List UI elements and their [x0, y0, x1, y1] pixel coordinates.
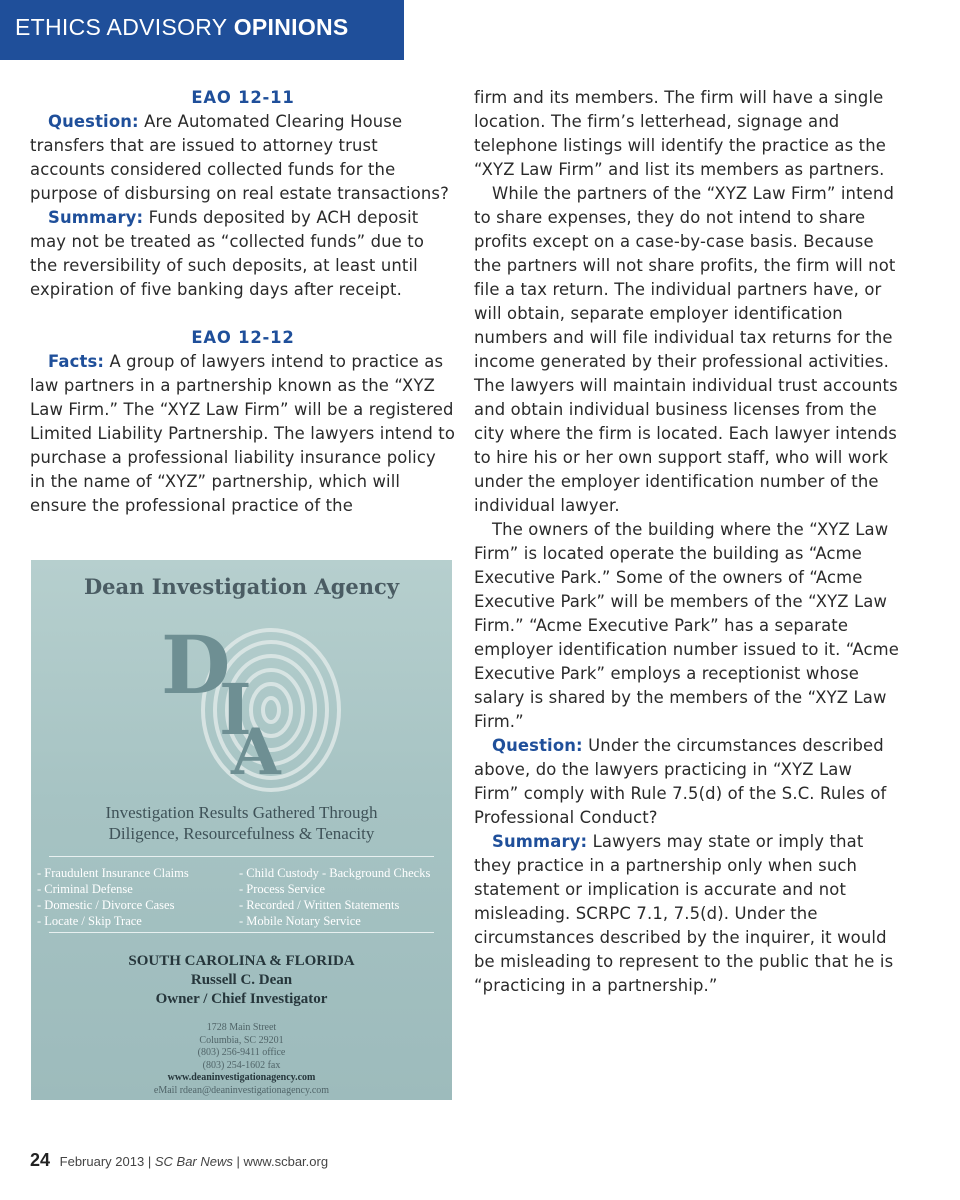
- summary-text: Lawyers may state or imply that they practice in a partnership only when such statement or implication is accurate and not misleading. SCRPC 7.1, 7.5(d). Under the circumstances described by the inquirer, it would be misleading to represent to the public that he is “practicing in a partnership.”: [474, 832, 894, 995]
- summary-paragraph: [30, 206, 456, 302]
- question-label: Question:: [492, 736, 583, 755]
- logo-letter-a: A: [231, 715, 281, 790]
- footer-separator: |: [147, 1154, 152, 1169]
- ad-email: eMail rdean@deaninvestigationagency.com: [153, 1084, 330, 1096]
- logo-letter-d: D: [161, 618, 231, 712]
- ad-phone-fax: (803) 254-1602 fax: [202, 1059, 281, 1071]
- section-header-bold: OPINIONS: [233, 14, 349, 40]
- section-header-title: [15, 14, 349, 41]
- page-footer: [30, 1150, 328, 1171]
- body-paragraph: While the partners of the “XYZ Law Firm” intend to share expenses, they do not intend to share profits except on a case-by-case basis. Because the partners will not share profits, the firm will not file a tax return. The individual partners have, or will obtain, separate employer identification numbers and will file individual tax returns for the income generated by their professional activities. The lawyers will maintain individual trust accounts and obtain individual business licenses from the city where the firm is located. Each lawyer intends to hire his or her own support staff, who will work under the employer identification number of the individual lawyer.: [474, 184, 898, 515]
- services-list-left: [37, 865, 189, 929]
- left-column: [30, 86, 456, 518]
- ad-contact-block: [31, 1022, 452, 1097]
- ad-street: 1728 Main Street: [206, 1022, 277, 1033]
- service-item: - Domestic / Divorce Cases: [37, 898, 175, 912]
- advertisement: [31, 560, 452, 1100]
- section-header-band: [0, 0, 404, 60]
- footer-separator: |: [236, 1154, 240, 1169]
- service-item: - Fraudulent Insurance Claims: [37, 866, 189, 880]
- tagline-line: Investigation Results Gathered Through: [105, 803, 378, 822]
- question-label: Question:: [48, 112, 139, 131]
- summary-paragraph: [474, 830, 900, 998]
- question-text: Are Automated Clearing House transfers that are issued to attorney trust accounts considered collected funds for the purpose of disbursing on real estate transactions?: [30, 112, 449, 203]
- question-text: Under the circumstances described above, do the lawyers practicing in “XYZ Law Firm” comply with Rule 7.5(d) of the S.C. Rules of Professional Conduct?: [474, 736, 887, 827]
- ad-owner-block: [31, 952, 452, 1009]
- ad-divider: [49, 932, 434, 933]
- service-item: - Recorded / Written Statements: [239, 898, 400, 912]
- opinion-title: EAO 12-12: [191, 328, 295, 347]
- ad-divider: [49, 856, 434, 857]
- ad-region: SOUTH CAROLINA & FLORIDA: [128, 953, 355, 969]
- opinion-title: EAO 12-11: [191, 88, 295, 107]
- body-paragraph: The owners of the building where the “XYZ Law Firm” is located operate the building as “Acme Executive Park.” Some of the owners of “Acme Executive Park” will be members of the “XYZ Law Firm.” “Acme Executive Park” has a separate employer identification number issued to it. “Acme Executive Park” employs a receptionist whose salary is shared by the members of the “XYZ Law Firm.”: [474, 520, 899, 731]
- summary-label: Summary:: [492, 832, 588, 851]
- ad-owner-name: Russell C. Dean: [190, 972, 293, 988]
- ad-title: Dean Investigation Agency: [83, 574, 400, 599]
- facts-paragraph: [30, 350, 456, 518]
- summary-text: Funds deposited by ACH deposit may not be treated as “collected funds” due to the reversibility of such deposits, at least until expiration of five banking days after receipt.: [30, 208, 425, 299]
- service-item: - Locate / Skip Trace: [37, 914, 142, 928]
- footer-publication: SC Bar News: [154, 1154, 233, 1169]
- tagline-line: Diligence, Resourcefulness & Tenacity: [108, 824, 375, 843]
- service-item: - Criminal Defense: [37, 882, 133, 896]
- service-item: - Child Custody - Background Checks: [239, 866, 431, 880]
- section-header-light: ETHICS ADVISORY: [15, 14, 227, 40]
- service-item: - Process Service: [239, 882, 326, 896]
- question-paragraph: [474, 734, 900, 830]
- page-number: 24: [30, 1150, 51, 1170]
- facts-text: A group of lawyers intend to practice as law partners in a partnership known as the “XYZ Law Firm.” The “XYZ Law Firm” will be a registered Limited Liability Partnership. The lawyers intend to purchase a professional liability insurance policy in the name of “XYZ” partnership, which will ensure the professional practice of the: [30, 352, 456, 515]
- body-paragraph: firm and its members. The firm will have a single location. The firm’s letterhead, signage and telephone listings will identify the practice as the “XYZ Law Firm” and list its members as partners.: [474, 88, 886, 179]
- ad-website: www.deaninvestigationagency.com: [167, 1072, 316, 1083]
- right-column: [474, 86, 900, 998]
- ad-owner-title: Owner / Chief Investigator: [155, 991, 328, 1007]
- services-list-right: [239, 865, 430, 929]
- logo-letter-i: I: [219, 668, 252, 751]
- footer-website: www.scbar.org: [243, 1154, 329, 1169]
- service-item: - Mobile Notary Service: [239, 914, 361, 928]
- summary-label: Summary:: [48, 208, 144, 227]
- ad-phone-office: (803) 256-9411 office: [197, 1047, 286, 1058]
- ad-tagline: [31, 802, 452, 844]
- ad-city: Columbia, SC 29201: [199, 1034, 284, 1046]
- footer-date: February 2013: [59, 1154, 145, 1169]
- facts-label: Facts:: [48, 352, 105, 371]
- question-paragraph: [30, 110, 456, 206]
